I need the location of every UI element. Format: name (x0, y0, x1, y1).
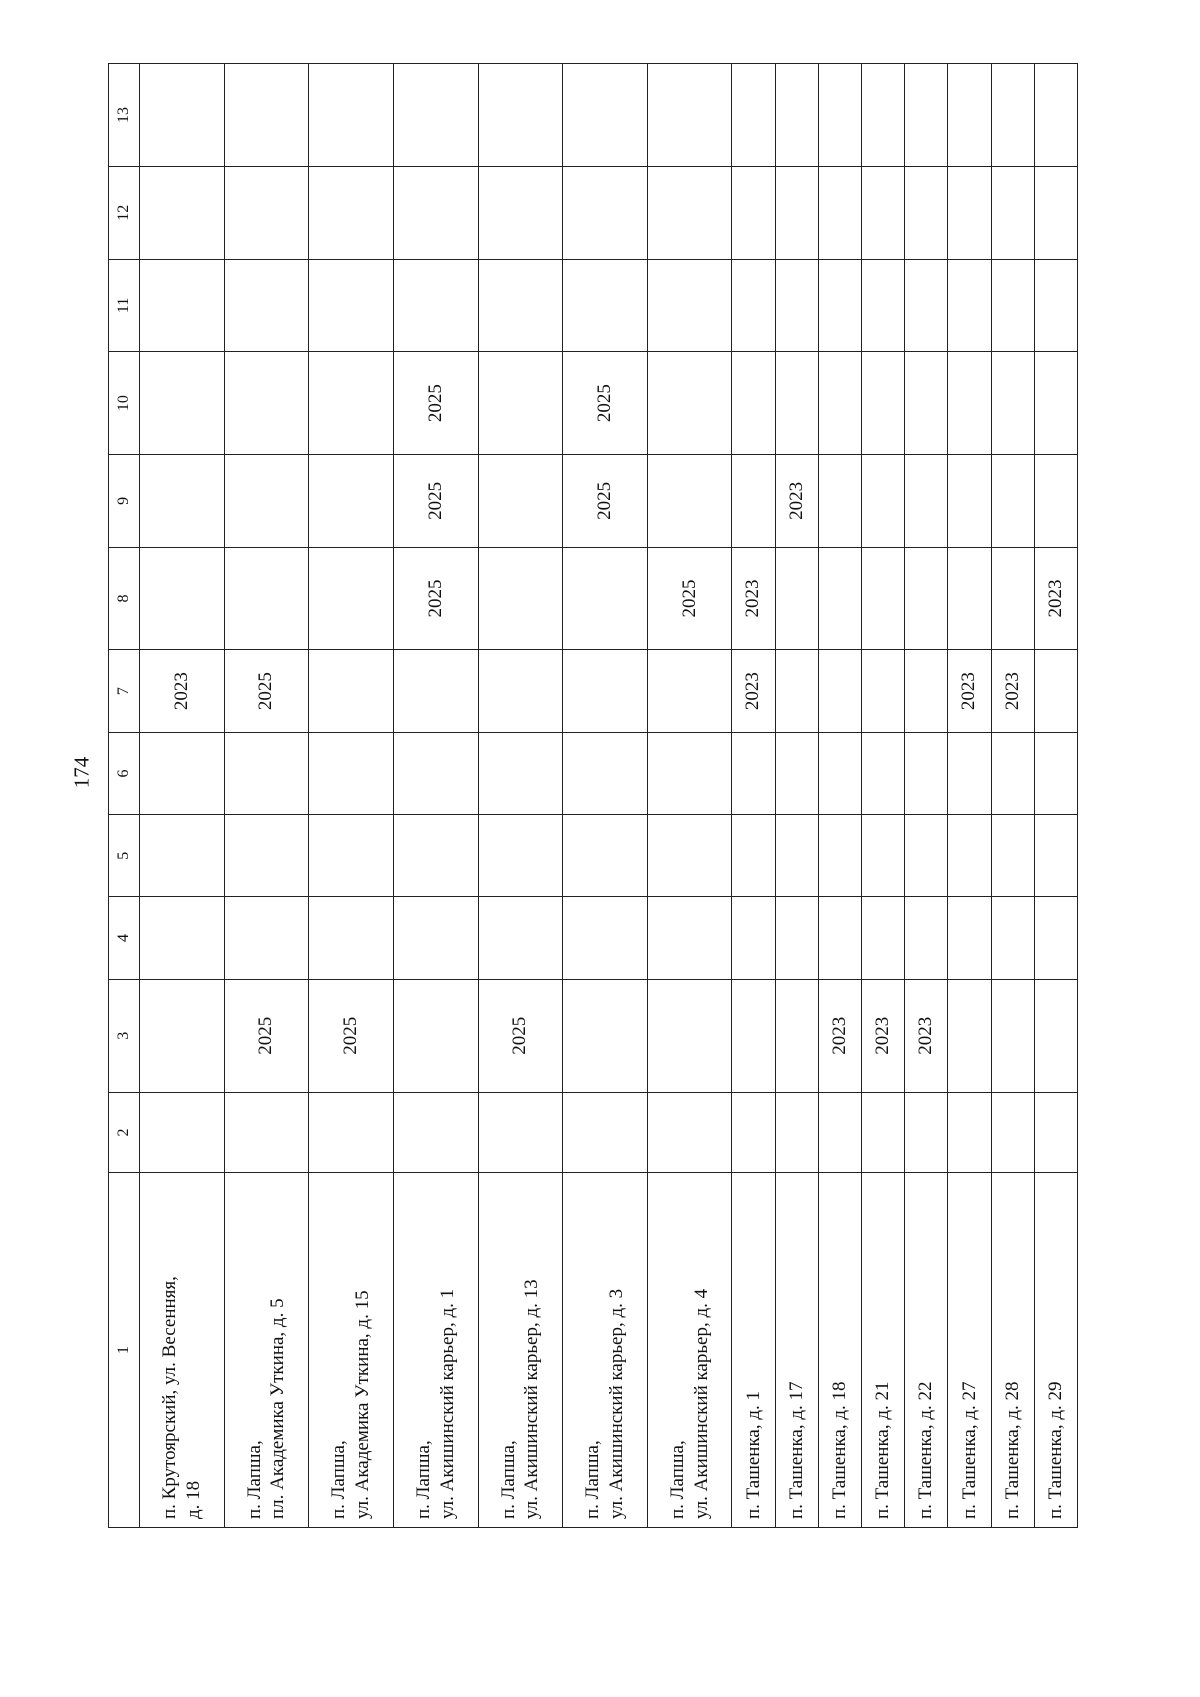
year-cell-col-6 (563, 732, 648, 814)
column-number-10: 10 (109, 352, 140, 455)
year-cell-col-6 (775, 732, 818, 814)
year-cell-col-8 (861, 547, 904, 650)
year-cell-col-8 (478, 547, 563, 650)
column-number-3: 3 (109, 979, 140, 1092)
year-cell-col-3: 2023 (861, 979, 904, 1092)
year-cell-col-12 (732, 167, 775, 260)
column-number-12: 12 (109, 167, 140, 260)
table-row (1034, 64, 1077, 1528)
year-cell-col-12 (948, 167, 991, 260)
year-cell-col-13 (393, 64, 478, 167)
year-cell-col-5 (732, 815, 775, 897)
table-row (478, 64, 563, 1528)
column-number-8: 8 (109, 547, 140, 650)
year-cell-col-7 (309, 650, 394, 732)
year-cell-col-11 (775, 259, 818, 352)
address-cell (861, 1173, 904, 1528)
table-row (905, 64, 948, 1528)
year-cell-col-13 (563, 64, 648, 167)
year-cell-col-11 (393, 259, 478, 352)
year-cell-col-9: 2025 (563, 455, 648, 548)
address-cell (775, 1173, 818, 1528)
year-cell-col-5 (224, 815, 309, 897)
year-cell-col-5 (905, 815, 948, 897)
year-cell-col-4 (775, 897, 818, 979)
year-cell-col-2 (775, 1092, 818, 1172)
year-cell-col-10 (861, 352, 904, 455)
year-cell-col-5 (1034, 815, 1077, 897)
address-cell (140, 1173, 225, 1528)
address-cell (818, 1173, 861, 1528)
year-cell-col-6 (647, 732, 732, 814)
year-cell-col-13 (732, 64, 775, 167)
year-cell-col-13 (478, 64, 563, 167)
year-cell-col-12 (991, 167, 1034, 260)
year-cell-col-9 (647, 455, 732, 548)
year-cell-col-2 (1034, 1092, 1077, 1172)
address-cell (948, 1173, 991, 1528)
year-cell-col-11 (647, 259, 732, 352)
year-cell-col-9 (818, 455, 861, 548)
year-cell-col-4 (647, 897, 732, 979)
year-cell-col-13 (905, 64, 948, 167)
year-cell-col-2 (478, 1092, 563, 1172)
year-cell-col-7: 2023 (991, 650, 1034, 732)
address-cell (393, 1173, 478, 1528)
year-cell-col-2 (563, 1092, 648, 1172)
column-number-6: 6 (109, 732, 140, 814)
year-cell-col-7 (478, 650, 563, 732)
address-line: п. Крутоярский, ул. Весенняя, (159, 1276, 181, 1519)
address-line: д. 18 (182, 1480, 204, 1519)
year-cell-col-7: 2023 (732, 650, 775, 732)
year-cell-col-5 (647, 815, 732, 897)
address-cell (224, 1173, 309, 1528)
table-body (140, 64, 1078, 1528)
year-cell-col-2 (991, 1092, 1034, 1172)
year-cell-col-4 (905, 897, 948, 979)
address-line: п. Ташенка, д. 28 (1001, 1381, 1023, 1519)
year-cell-col-9: 2025 (393, 455, 478, 548)
year-cell-col-11 (948, 259, 991, 352)
year-cell-col-4 (861, 897, 904, 979)
year-cell-col-10: 2025 (393, 352, 478, 455)
year-cell-col-6 (309, 732, 394, 814)
year-cell-col-2 (948, 1092, 991, 1172)
year-cell-col-13 (861, 64, 904, 167)
year-cell-col-10 (647, 352, 732, 455)
year-cell-col-9 (478, 455, 563, 548)
column-number-7: 7 (109, 650, 140, 732)
year-cell-col-10 (775, 352, 818, 455)
year-cell-col-8 (991, 547, 1034, 650)
year-cell-col-8 (140, 547, 225, 650)
year-cell-col-13 (309, 64, 394, 167)
year-cell-col-2 (861, 1092, 904, 1172)
table-row (563, 64, 648, 1528)
year-cell-col-3: 2025 (224, 979, 309, 1092)
year-cell-col-8: 2025 (647, 547, 732, 650)
year-cell-col-6 (1034, 732, 1077, 814)
address-line: пл. Академика Уткина, д. 5 (267, 1298, 289, 1519)
year-cell-col-11 (224, 259, 309, 352)
year-cell-col-9 (224, 455, 309, 548)
address-cell (563, 1173, 648, 1528)
year-cell-col-3 (393, 979, 478, 1092)
year-cell-col-4 (818, 897, 861, 979)
column-number-9: 9 (109, 455, 140, 548)
year-cell-col-8 (224, 547, 309, 650)
address-line: п. Лапша, (243, 1440, 265, 1519)
column-number-5: 5 (109, 815, 140, 897)
year-cell-col-5 (775, 815, 818, 897)
table-row (732, 64, 775, 1528)
year-cell-col-7: 2025 (224, 650, 309, 732)
year-cell-col-3 (991, 979, 1034, 1092)
table-row (775, 64, 818, 1528)
year-cell-col-10 (309, 352, 394, 455)
year-cell-col-8 (563, 547, 648, 650)
address-line: ул. Акишинский карьер, д. 13 (521, 1279, 543, 1519)
year-cell-col-5 (563, 815, 648, 897)
year-cell-col-10: 2025 (563, 352, 648, 455)
year-cell-col-7 (818, 650, 861, 732)
address-line: ул. Акишинский карьер, д. 4 (690, 1288, 712, 1519)
year-cell-col-8 (948, 547, 991, 650)
year-cell-col-3 (1034, 979, 1077, 1092)
year-cell-col-9 (948, 455, 991, 548)
year-cell-col-8 (775, 547, 818, 650)
address-line: п. Ташенка, д. 22 (915, 1381, 937, 1519)
table-row (991, 64, 1034, 1528)
column-number-1: 1 (109, 1173, 140, 1528)
address-line: п. Ташенка, д. 17 (785, 1381, 807, 1519)
year-cell-col-10 (140, 352, 225, 455)
year-cell-col-5 (140, 815, 225, 897)
address-line: ул. Акишинский карьер, д. 1 (436, 1288, 458, 1519)
table-row (818, 64, 861, 1528)
year-cell-col-13 (775, 64, 818, 167)
year-cell-col-10 (818, 352, 861, 455)
year-cell-col-6 (948, 732, 991, 814)
year-cell-col-11 (563, 259, 648, 352)
year-cell-col-3 (647, 979, 732, 1092)
year-cell-col-3 (948, 979, 991, 1092)
year-cell-col-7: 2023 (948, 650, 991, 732)
year-cell-col-9 (140, 455, 225, 548)
year-cell-col-4 (393, 897, 478, 979)
year-cell-col-4 (478, 897, 563, 979)
year-cell-col-13 (818, 64, 861, 167)
address-cell (905, 1173, 948, 1528)
year-cell-col-11 (905, 259, 948, 352)
year-cell-col-9: 2023 (775, 455, 818, 548)
year-cell-col-8 (309, 547, 394, 650)
address-line: п. Лапша, (666, 1440, 688, 1519)
address-cell (1034, 1173, 1077, 1528)
year-cell-col-6 (224, 732, 309, 814)
year-cell-col-6 (732, 732, 775, 814)
year-cell-col-4 (224, 897, 309, 979)
address-line: п. Лапша, (497, 1440, 519, 1519)
year-cell-col-2 (140, 1092, 225, 1172)
year-cell-col-11 (818, 259, 861, 352)
year-cell-col-10 (948, 352, 991, 455)
year-cell-col-2 (224, 1092, 309, 1172)
year-cell-col-2 (647, 1092, 732, 1172)
year-cell-col-9 (861, 455, 904, 548)
column-number-11: 11 (109, 259, 140, 352)
year-cell-col-11 (1034, 259, 1077, 352)
year-cell-col-9 (905, 455, 948, 548)
year-cell-col-13 (948, 64, 991, 167)
year-cell-col-7 (861, 650, 904, 732)
year-cell-col-5 (478, 815, 563, 897)
year-cell-col-11 (991, 259, 1034, 352)
year-cell-col-8: 2023 (1034, 547, 1077, 650)
address-line: п. Ташенка, д. 29 (1044, 1381, 1066, 1519)
year-cell-col-10 (478, 352, 563, 455)
year-cell-col-12 (1034, 167, 1077, 260)
year-cell-col-12 (775, 167, 818, 260)
year-cell-col-13 (1034, 64, 1077, 167)
address-cell (478, 1173, 563, 1528)
year-cell-col-8: 2025 (393, 547, 478, 650)
year-cell-col-4 (991, 897, 1034, 979)
year-cell-col-7 (563, 650, 648, 732)
address-line: п. Лапша, (582, 1440, 604, 1519)
year-cell-col-9 (1034, 455, 1077, 548)
year-cell-col-12 (224, 167, 309, 260)
address-line: п. Лапша, (412, 1440, 434, 1519)
table-row (861, 64, 904, 1528)
year-cell-col-12 (478, 167, 563, 260)
table-row (647, 64, 732, 1528)
year-cell-col-5 (861, 815, 904, 897)
year-cell-col-6 (861, 732, 904, 814)
year-cell-col-7 (393, 650, 478, 732)
schedule-table-container (108, 63, 1078, 1528)
year-cell-col-11 (309, 259, 394, 352)
year-cell-col-13 (140, 64, 225, 167)
address-cell (309, 1173, 394, 1528)
column-number-13: 13 (109, 64, 140, 167)
year-cell-col-10 (732, 352, 775, 455)
year-cell-col-11 (861, 259, 904, 352)
year-cell-col-7 (905, 650, 948, 732)
year-cell-col-6 (991, 732, 1034, 814)
year-cell-col-3: 2023 (905, 979, 948, 1092)
year-cell-col-5 (818, 815, 861, 897)
year-cell-col-10 (1034, 352, 1077, 455)
year-cell-col-13 (991, 64, 1034, 167)
table-row (224, 64, 309, 1528)
year-cell-col-4 (563, 897, 648, 979)
year-cell-col-7 (775, 650, 818, 732)
year-cell-col-12 (563, 167, 648, 260)
table-row (948, 64, 991, 1528)
year-cell-col-3: 2023 (818, 979, 861, 1092)
year-cell-col-3: 2025 (309, 979, 394, 1092)
year-cell-col-5 (309, 815, 394, 897)
year-cell-col-12 (140, 167, 225, 260)
address-line: п. Ташенка, д. 27 (958, 1381, 980, 1519)
year-cell-col-4 (1034, 897, 1077, 979)
year-cell-col-2 (309, 1092, 394, 1172)
year-cell-col-8: 2023 (732, 547, 775, 650)
year-cell-col-3: 2025 (478, 979, 563, 1092)
year-cell-col-12 (861, 167, 904, 260)
address-line: п. Ташенка, д. 21 (872, 1381, 894, 1519)
year-cell-col-7 (1034, 650, 1077, 732)
year-cell-col-6 (393, 732, 478, 814)
address-line: п. Лапша, (328, 1440, 350, 1519)
column-number-4: 4 (109, 897, 140, 979)
year-cell-col-11 (732, 259, 775, 352)
column-number-row (109, 64, 140, 1528)
address-line: п. Ташенка, д. 18 (828, 1381, 850, 1519)
year-cell-col-2 (905, 1092, 948, 1172)
address-line: ул. Акишинский карьер, д. 3 (605, 1288, 627, 1519)
address-line: ул. Академика Уткина, д. 15 (352, 1290, 374, 1519)
year-cell-col-2 (818, 1092, 861, 1172)
year-cell-col-3 (140, 979, 225, 1092)
year-cell-col-12 (905, 167, 948, 260)
address-cell (647, 1173, 732, 1528)
year-cell-col-7 (647, 650, 732, 732)
year-cell-col-12 (393, 167, 478, 260)
year-cell-col-5 (991, 815, 1034, 897)
year-cell-col-6 (140, 732, 225, 814)
year-cell-col-3 (563, 979, 648, 1092)
year-cell-col-13 (224, 64, 309, 167)
year-cell-col-7: 2023 (140, 650, 225, 732)
address-line: п. Ташенка, д. 1 (742, 1390, 764, 1519)
year-cell-col-5 (393, 815, 478, 897)
year-cell-col-10 (991, 352, 1034, 455)
year-cell-col-4 (140, 897, 225, 979)
year-cell-col-12 (309, 167, 394, 260)
year-cell-col-10 (224, 352, 309, 455)
year-cell-col-10 (905, 352, 948, 455)
year-cell-col-4 (948, 897, 991, 979)
year-cell-col-3 (732, 979, 775, 1092)
year-cell-col-12 (818, 167, 861, 260)
year-cell-col-12 (647, 167, 732, 260)
year-cell-col-6 (905, 732, 948, 814)
table-row (393, 64, 478, 1528)
table-row (309, 64, 394, 1528)
year-cell-col-8 (818, 547, 861, 650)
year-cell-col-13 (647, 64, 732, 167)
column-number-2: 2 (109, 1092, 140, 1172)
year-cell-col-9 (991, 455, 1034, 548)
year-cell-col-9 (309, 455, 394, 548)
year-cell-col-3 (775, 979, 818, 1092)
year-cell-col-9 (732, 455, 775, 548)
year-cell-col-2 (393, 1092, 478, 1172)
year-cell-col-11 (478, 259, 563, 352)
table-row (140, 64, 225, 1528)
year-cell-col-11 (140, 259, 225, 352)
address-cell (991, 1173, 1034, 1528)
year-cell-col-5 (948, 815, 991, 897)
year-cell-col-6 (818, 732, 861, 814)
year-cell-col-6 (478, 732, 563, 814)
page-number: 174 (69, 756, 94, 789)
schedule-table (108, 63, 1078, 1528)
address-cell (732, 1173, 775, 1528)
year-cell-col-2 (732, 1092, 775, 1172)
year-cell-col-4 (309, 897, 394, 979)
year-cell-col-4 (732, 897, 775, 979)
year-cell-col-8 (905, 547, 948, 650)
